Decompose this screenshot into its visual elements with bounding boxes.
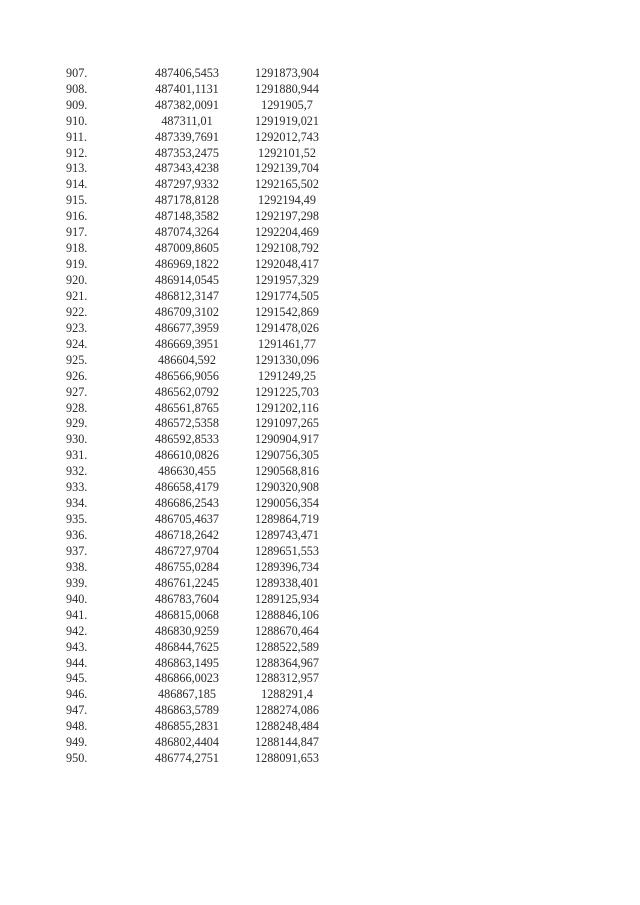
- y-coordinate: 1292101,52: [258, 145, 316, 160]
- x-coordinate: 486863,1495: [155, 655, 219, 670]
- y-coordinate: 1290056,354: [255, 496, 319, 511]
- y-coordinate: 1291774,505: [255, 288, 319, 303]
- row-number: 928.: [66, 400, 88, 415]
- row-number: 921.: [66, 288, 88, 303]
- x-coordinate: 487401,1131: [155, 81, 219, 96]
- y-coordinate: 1288274,086: [255, 703, 319, 718]
- y-coordinate: 1288312,957: [255, 671, 319, 686]
- table-row: [66, 256, 332, 272]
- x-coordinate: 487148,3582: [155, 209, 219, 224]
- table-row: [66, 639, 332, 655]
- table-row: [66, 671, 332, 687]
- x-coordinate: 486572,5358: [155, 416, 219, 431]
- row-number: 919.: [66, 257, 88, 272]
- y-coordinate: 1289651,553: [255, 543, 319, 558]
- y-coordinate: 1291957,329: [255, 273, 319, 288]
- table-row: [66, 432, 332, 448]
- table-row: [66, 718, 332, 734]
- y-coordinate: 1288291,4: [261, 687, 313, 702]
- x-coordinate: 487353,2475: [155, 145, 219, 160]
- table-row: [66, 655, 332, 671]
- x-coordinate: 486561,8765: [155, 400, 219, 415]
- table-row: [66, 495, 332, 511]
- x-coordinate: 486718,2642: [155, 528, 219, 543]
- row-number: 936.: [66, 528, 88, 543]
- table-row: [66, 703, 332, 719]
- row-number: 935.: [66, 512, 88, 527]
- row-number: 917.: [66, 225, 88, 240]
- x-coordinate: 487343,4238: [155, 161, 219, 176]
- coordinate-table: [66, 65, 332, 766]
- table-row: [66, 591, 332, 607]
- x-coordinate: 486669,3951: [155, 336, 219, 351]
- x-coordinate: 486604,592: [158, 352, 216, 367]
- y-coordinate: 1292012,743: [255, 129, 319, 144]
- y-coordinate: 1292108,792: [255, 241, 319, 256]
- table-row: [66, 208, 332, 224]
- table-row: [66, 559, 332, 575]
- x-coordinate: 487406,5453: [155, 65, 219, 80]
- row-number: 932.: [66, 464, 88, 479]
- table-row: [66, 240, 332, 256]
- table-row: [66, 177, 332, 193]
- y-coordinate: 1291478,026: [255, 320, 319, 335]
- row-number: 923.: [66, 320, 88, 335]
- row-number: 920.: [66, 273, 88, 288]
- y-coordinate: 1289396,734: [255, 559, 319, 574]
- table-row: [66, 145, 332, 161]
- y-coordinate: 1292194,49: [258, 193, 316, 208]
- y-coordinate: 1291249,25: [258, 368, 316, 383]
- row-number: 949.: [66, 735, 88, 750]
- y-coordinate: 1292204,469: [255, 225, 319, 240]
- row-number: 946.: [66, 687, 88, 702]
- table-row: [66, 352, 332, 368]
- table-row: [66, 368, 332, 384]
- x-coordinate: 486727,9704: [155, 543, 219, 558]
- y-coordinate: 1289743,471: [255, 528, 319, 543]
- x-coordinate: 486592,8533: [155, 432, 219, 447]
- x-coordinate: 486686,2543: [155, 496, 219, 511]
- table-row: [66, 463, 332, 479]
- row-number: 943.: [66, 639, 88, 654]
- y-coordinate: 1289338,401: [255, 575, 319, 590]
- y-coordinate: 1288846,106: [255, 607, 319, 622]
- row-number: 947.: [66, 703, 88, 718]
- y-coordinate: 1290904,917: [255, 432, 319, 447]
- row-number: 914.: [66, 177, 88, 192]
- row-number: 916.: [66, 209, 88, 224]
- row-number: 948.: [66, 719, 88, 734]
- table-row: [66, 543, 332, 559]
- row-number: 925.: [66, 352, 88, 367]
- x-coordinate: 487297,9332: [155, 177, 219, 192]
- row-number: 939.: [66, 575, 88, 590]
- x-coordinate: 486914,0545: [155, 273, 219, 288]
- row-number: 910.: [66, 113, 88, 128]
- x-coordinate: 486969,1822: [155, 257, 219, 272]
- row-number: 944.: [66, 655, 88, 670]
- x-coordinate: 486855,2831: [155, 719, 219, 734]
- table-row: [66, 97, 332, 113]
- table-row: [66, 320, 332, 336]
- row-number: 930.: [66, 432, 88, 447]
- table-row: [66, 272, 332, 288]
- x-coordinate: 486774,2751: [155, 751, 219, 766]
- row-number: 942.: [66, 623, 88, 638]
- x-coordinate: 486761,2245: [155, 575, 219, 590]
- table-row: [66, 161, 332, 177]
- x-coordinate: 486755,0284: [155, 559, 219, 574]
- row-number: 913.: [66, 161, 88, 176]
- row-number: 931.: [66, 448, 88, 463]
- table-row: [66, 479, 332, 495]
- table-row: [66, 65, 332, 81]
- table-row: [66, 527, 332, 543]
- row-number: 938.: [66, 559, 88, 574]
- table-row: [66, 81, 332, 97]
- y-coordinate: 1290320,908: [255, 480, 319, 495]
- y-coordinate: 1291880,944: [255, 81, 319, 96]
- x-coordinate: 486658,4179: [155, 480, 219, 495]
- table-row: [66, 607, 332, 623]
- x-coordinate: 486802,4404: [155, 735, 219, 750]
- table-row: [66, 129, 332, 145]
- x-coordinate: 486863,5789: [155, 703, 219, 718]
- table-row: [66, 304, 332, 320]
- table-row: [66, 193, 332, 209]
- x-coordinate: 486867,185: [158, 687, 216, 702]
- row-number: 922.: [66, 304, 88, 319]
- row-number: 908.: [66, 81, 88, 96]
- y-coordinate: 1290568,816: [255, 464, 319, 479]
- row-number: 912.: [66, 145, 88, 160]
- x-coordinate: 486815,0068: [155, 607, 219, 622]
- table-row: [66, 575, 332, 591]
- x-coordinate: 487178,8128: [155, 193, 219, 208]
- table-row: [66, 623, 332, 639]
- coordinate-table-body: [66, 65, 332, 766]
- x-coordinate: 486566,9056: [155, 368, 219, 383]
- row-number: 909.: [66, 97, 88, 112]
- y-coordinate: 1288144,847: [255, 735, 319, 750]
- x-coordinate: 486844,7625: [155, 639, 219, 654]
- row-number: 915.: [66, 193, 88, 208]
- table-row: [66, 750, 332, 766]
- table-row: [66, 416, 332, 432]
- y-coordinate: 1291919,021: [255, 113, 319, 128]
- y-coordinate: 1288364,967: [255, 655, 319, 670]
- y-coordinate: 1291225,703: [255, 384, 319, 399]
- table-row: [66, 384, 332, 400]
- row-number: 924.: [66, 336, 88, 351]
- row-number: 911.: [66, 129, 87, 144]
- x-coordinate: 486830,9259: [155, 623, 219, 638]
- table-row: [66, 511, 332, 527]
- table-row: [66, 224, 332, 240]
- x-coordinate: 486562,0792: [155, 384, 219, 399]
- table-row: [66, 113, 332, 129]
- row-number: 934.: [66, 496, 88, 511]
- y-coordinate: 1292165,502: [255, 177, 319, 192]
- table-row: [66, 400, 332, 416]
- row-number: 926.: [66, 368, 88, 383]
- y-coordinate: 1292197,298: [255, 209, 319, 224]
- y-coordinate: 1289864,719: [255, 512, 319, 527]
- row-number: 937.: [66, 543, 88, 558]
- table-row: [66, 687, 332, 703]
- row-number: 950.: [66, 751, 88, 766]
- x-coordinate: 487311,01: [161, 113, 213, 128]
- x-coordinate: 486812,3147: [155, 288, 219, 303]
- y-coordinate: 1289125,934: [255, 591, 319, 606]
- row-number: 941.: [66, 607, 88, 622]
- row-number: 945.: [66, 671, 88, 686]
- row-number: 927.: [66, 384, 88, 399]
- x-coordinate: 486630,455: [158, 464, 216, 479]
- x-coordinate: 486705,4637: [155, 512, 219, 527]
- x-coordinate: 487382,0091: [155, 97, 219, 112]
- y-coordinate: 1288522,589: [255, 639, 319, 654]
- row-number: 929.: [66, 416, 88, 431]
- y-coordinate: 1290756,305: [255, 448, 319, 463]
- y-coordinate: 1292048,417: [255, 257, 319, 272]
- x-coordinate: 486709,3102: [155, 304, 219, 319]
- x-coordinate: 486783,7604: [155, 591, 219, 606]
- row-number: 933.: [66, 480, 88, 495]
- x-coordinate: 487074,3264: [155, 225, 219, 240]
- y-coordinate: 1291542,869: [255, 304, 319, 319]
- y-coordinate: 1292139,704: [255, 161, 319, 176]
- x-coordinate: 486866,0023: [155, 671, 219, 686]
- row-number: 918.: [66, 241, 88, 256]
- x-coordinate: 486610,0826: [155, 448, 219, 463]
- y-coordinate: 1291905,7: [261, 97, 313, 112]
- x-coordinate: 486677,3959: [155, 320, 219, 335]
- table-row: [66, 448, 332, 464]
- y-coordinate: 1288670,464: [255, 623, 319, 638]
- y-coordinate: 1291330,096: [255, 352, 319, 367]
- x-coordinate: 487339,7691: [155, 129, 219, 144]
- table-row: [66, 336, 332, 352]
- y-coordinate: 1291873,904: [255, 65, 319, 80]
- row-number: 940.: [66, 591, 88, 606]
- y-coordinate: 1291461,77: [258, 336, 316, 351]
- row-number: 907.: [66, 65, 88, 80]
- y-coordinate: 1291202,116: [255, 400, 319, 415]
- x-coordinate: 487009,8605: [155, 241, 219, 256]
- table-row: [66, 288, 332, 304]
- y-coordinate: 1291097,265: [255, 416, 319, 431]
- y-coordinate: 1288091,653: [255, 751, 319, 766]
- y-coordinate: 1288248,484: [255, 719, 319, 734]
- table-row: [66, 734, 332, 750]
